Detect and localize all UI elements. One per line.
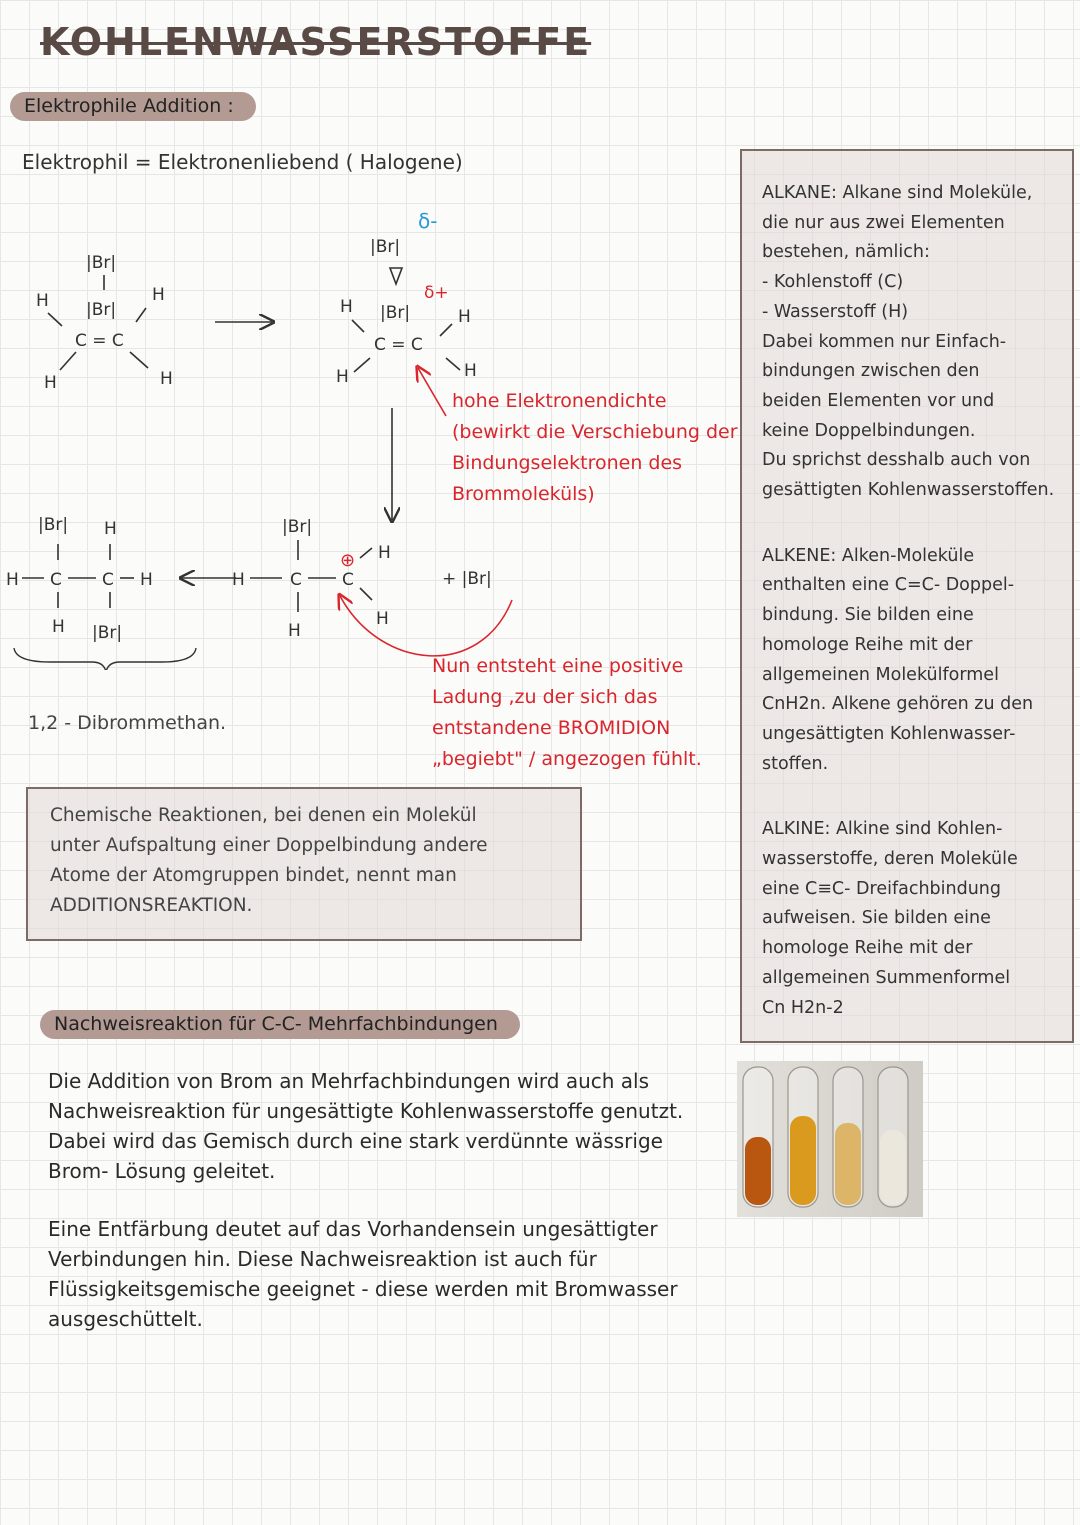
alkine-line: eine C≡C- Dreifachbindung xyxy=(762,878,1002,899)
mol2-delta-minus: δ- xyxy=(418,209,438,233)
para-line: Brom- Lösung geleitet. xyxy=(48,1159,276,1183)
note-line: hohe Elektronendichte xyxy=(452,390,667,412)
alkene-line: homologe Reihe mit der xyxy=(762,634,973,655)
test-tubes-photo xyxy=(737,1061,923,1217)
mol3-br: |Br| xyxy=(282,517,313,537)
bromide-ion: + |Br| xyxy=(442,569,492,589)
alkene-line: stoffen. xyxy=(762,753,829,774)
tube-liquid xyxy=(745,1137,771,1205)
mol2-h: H xyxy=(464,361,477,381)
alkane-line: keine Doppelbindungen. xyxy=(762,420,976,441)
mol3-plus-charge: ⊕ xyxy=(340,550,356,571)
alkine-line: allgemeinen Summenformel xyxy=(762,967,1011,988)
mol1-br-bottom: |Br| xyxy=(86,300,117,320)
page-title: KOHLENWASSERSTOFFE xyxy=(40,20,592,64)
definition-elektrophil: Elektrophil = Elektronenliebend ( Halogene) xyxy=(22,150,463,174)
alkane-line: bindungen zwischen den xyxy=(762,361,980,382)
hydrocarbon-types-box xyxy=(740,149,1074,1043)
section-heading-nachweis: Nachweisreaktion für C-C- Mehrfachbindungen xyxy=(40,1010,520,1039)
alkene-line: ungesättigten Kohlenwasser- xyxy=(762,723,1016,744)
mol3-h: H xyxy=(288,621,301,641)
mol2-br-bottom: |Br| xyxy=(380,303,411,323)
product-c1: C xyxy=(50,570,62,590)
alkine-line: ALKINE: Alkine sind Kohlen- xyxy=(762,819,1003,840)
nachweis-paragraph-1 xyxy=(48,1066,738,1186)
para-line: Dabei wird das Gemisch durch eine stark verdünnte wässrige xyxy=(48,1129,663,1153)
alkene-line: CnH2n. Alkene gehören zu den xyxy=(762,694,1034,715)
para-line: ausgeschüttelt. xyxy=(48,1307,203,1331)
box-line: unter Aufspaltung einer Doppelbindung andere xyxy=(50,835,488,856)
nachweis-paragraph-2 xyxy=(48,1214,738,1334)
product-h-top: H xyxy=(104,519,117,539)
note-line: Nun entsteht eine positive xyxy=(432,655,684,677)
tube-liquid xyxy=(835,1123,861,1205)
para-line: Flüssigkeitsgemische geeignet - diese werden mit Bromwasser xyxy=(48,1277,678,1301)
mol2-delta-plus: δ+ xyxy=(424,283,449,303)
product-h-left: H xyxy=(6,570,19,590)
note-line: (bewirkt die Verschiebung der xyxy=(452,421,738,443)
alkane-line: Dabei kommen nur Einfach- xyxy=(762,331,1007,352)
alkene-line: enthalten eine C=C- Doppel- xyxy=(762,575,1015,596)
product-c2: C xyxy=(102,570,114,590)
product-caption: 1,2 - Dibrommethan. xyxy=(28,712,227,734)
alkane-line: gesättigten Kohlenwasserstoffen. xyxy=(762,480,1055,501)
mol2-h: H xyxy=(340,297,353,317)
mol3-h: H xyxy=(378,543,391,563)
alkene-line: ALKENE: Alken-Moleküle xyxy=(762,545,975,566)
box-line: ADDITIONSREAKTION. xyxy=(50,895,253,916)
alkine-line: homologe Reihe mit der xyxy=(762,938,973,959)
mol1-br-top: |Br| xyxy=(86,253,117,273)
alkane-line: Du sprichst desshalb auch von xyxy=(762,450,1031,471)
para-line: Die Addition von Brom an Mehrfachbindungen wird auch als xyxy=(48,1069,650,1093)
note-line: Bindungselektronen des xyxy=(452,452,683,474)
note-line: Ladung ,zu der sich das xyxy=(432,686,658,708)
mol1-h: H xyxy=(152,285,165,305)
mol2-double-bond: C = C xyxy=(374,335,423,355)
box-line: Atome der Atomgruppen bindet, nennt man xyxy=(50,865,457,886)
alkane-line: ALKANE: Alkane sind Moleküle, xyxy=(762,183,1033,203)
note-line: entstandene BROMIDION xyxy=(432,717,671,739)
alkane-line: beiden Elementen vor und xyxy=(762,390,995,411)
tube-liquid xyxy=(790,1116,816,1205)
para-line: Eine Entfärbung deutet auf das Vorhandensein ungesättigter xyxy=(48,1217,658,1241)
mol1-h: H xyxy=(44,373,57,393)
mol3-c-cation: C xyxy=(342,570,354,590)
product-h-right: H xyxy=(140,570,153,590)
mol3-h: H xyxy=(376,609,389,629)
alkine-line: aufweisen. Sie bilden eine xyxy=(762,908,991,929)
mol2-h: H xyxy=(336,367,349,387)
alkane-section xyxy=(742,151,1072,506)
alkane-line: - Wasserstoff (H) xyxy=(762,301,909,322)
alkene-line: bindung. Sie bilden eine xyxy=(762,605,974,626)
product-br-top: |Br| xyxy=(38,515,69,535)
product-br-bottom: |Br| xyxy=(92,623,123,643)
alkane-line: bestehen, nämlich: xyxy=(762,242,930,263)
mol2-br-top: |Br| xyxy=(370,237,401,257)
addition-definition-box xyxy=(26,787,582,941)
alkane-line: - Kohlenstoff (C) xyxy=(762,272,904,293)
alkane-line: die nur aus zwei Elementen xyxy=(762,212,1005,233)
note-positive-charge xyxy=(432,651,702,775)
tube-liquid xyxy=(880,1130,906,1205)
note-line: „begiebt" / angezogen fühlt. xyxy=(432,748,702,770)
mol3-h-left: H xyxy=(232,570,245,590)
alkene-section xyxy=(742,506,1072,780)
note-line: Brommoleküls) xyxy=(452,483,595,505)
alkine-line: wasserstoffe, deren Moleküle xyxy=(762,849,1018,870)
box-line: Chemische Reaktionen, bei denen ein Molekül xyxy=(50,805,477,826)
para-line: Nachweisreaktion für ungesättigte Kohlenwasserstoffe genutzt. xyxy=(48,1099,684,1123)
section-heading-addition: Elektrophile Addition : xyxy=(10,92,256,121)
mol1-h: H xyxy=(36,291,49,311)
para-line: Verbindungen hin. Diese Nachweisreaktion ist auch für xyxy=(48,1247,597,1271)
alkene-line: allgemeinen Molekülformel xyxy=(762,664,999,685)
mol2-h: H xyxy=(458,307,471,327)
product-h-bottom: H xyxy=(52,617,65,637)
mol1-double-bond: C = C xyxy=(75,331,124,351)
alkine-line: Cn H2n-2 xyxy=(762,997,844,1018)
alkine-section xyxy=(742,779,1072,1023)
mol1-h: H xyxy=(160,369,173,389)
note-electron-density xyxy=(452,386,738,510)
mol3-c: C xyxy=(290,570,302,590)
